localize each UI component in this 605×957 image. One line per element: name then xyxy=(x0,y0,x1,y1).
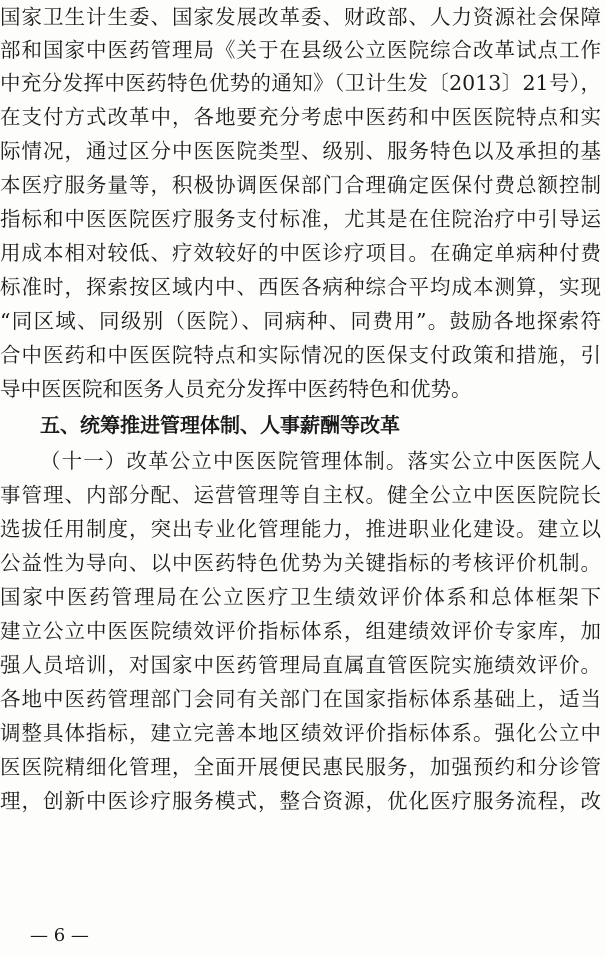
page-number: — 6 — xyxy=(30,925,89,946)
text-line: 公益性为导向、以中医药特色优势为关键指标的考核评价机制。 xyxy=(0,551,601,575)
text-line: 标准时，探索按区域内中、西医各病种综合平均成本测算，实现 xyxy=(0,275,601,299)
text-line: 强人员培训，对国家中医药管理局直属直管医院实施绩效评价。 xyxy=(0,653,601,677)
text-line: 导中医医院和医务人员充分发挥中医药特色和优势。 xyxy=(0,377,472,401)
text-line: 际情况，通过区分中医医院类型、级别、服务特色以及承担的基 xyxy=(0,139,601,163)
text-line: 指标和中医医院医疗服务支付标准，尤其是在住院治疗中引导运 xyxy=(0,207,601,231)
text-line: 在支付方式改革中，各地要充分考虑中医药和中医医院特点和实 xyxy=(0,105,601,129)
text-line: 选拔任用制度，突出专业化管理能力，推进职业化建设。建立以 xyxy=(0,517,601,541)
text-line: 各地中医药管理部门会同有关部门在国家指标体系基础上，适当 xyxy=(0,687,601,711)
text-line: “同区域、同级别（医院）、同病种、同费用”。鼓励各地探索符 xyxy=(0,309,601,333)
text-line: 国家中医药管理局在公立医疗卫生绩效评价体系和总体框架下 xyxy=(0,585,601,609)
text-line: 医医院精细化管理，全面开展便民惠民服务，加强预约和分诊管 xyxy=(0,755,601,779)
text-line: 中充分发挥中医药特色优势的通知》（卫计生发〔2013〕21号）， xyxy=(0,71,601,95)
text-line: 调整具体指标，建立完善本地区绩效评价指标体系。强化公立中 xyxy=(0,721,601,745)
text-line: 本医疗服务量等，积极协调医保部门合理确定医保付费总额控制 xyxy=(0,173,601,197)
text-line: 合中医药和中医医院特点和实际情况的医保支付政策和措施，引 xyxy=(0,343,601,367)
text-line: 部和国家中医药管理局《关于在县级公立医院综合改革试点工作 xyxy=(0,38,601,62)
text-line: 事管理、内部分配、运营管理等自主权。健全公立中医医院院长 xyxy=(0,483,601,507)
section-heading: 五、统筹推进管理体制、人事薪酬等改革 xyxy=(40,413,400,437)
text-line: 国家卫生计生委、国家发展改革委、财政部、人力资源社会保障 xyxy=(0,5,601,29)
text-line: （十一）改革公立中医医院管理体制。落实公立中医医院人 xyxy=(40,449,601,473)
text-line: 理，创新中医诊疗服务模式，整合资源，优化医疗服务流程，改 xyxy=(0,789,601,813)
text-line: 建立公立中医医院绩效评价指标体系，组建绩效评价专家库，加 xyxy=(0,619,601,643)
text-line: 用成本相对较低、疗效较好的中医诊疗项目。在确定单病种付费 xyxy=(0,241,601,265)
